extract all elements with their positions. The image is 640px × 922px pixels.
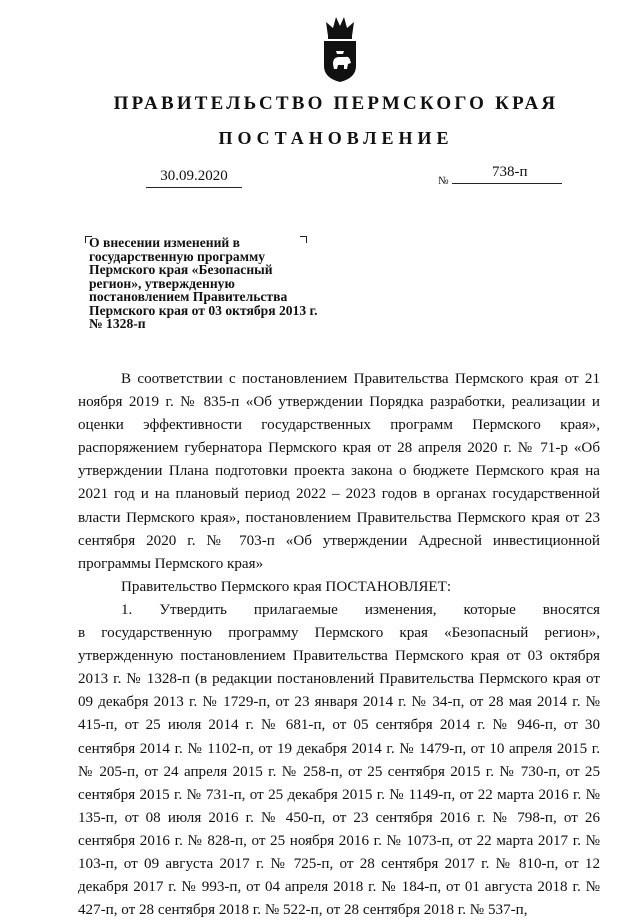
document-type: ПОСТАНОВЛЕНИЕ — [218, 128, 454, 148]
number-sign: № — [438, 175, 449, 187]
item-1-lead: 1. Утвердить прилагаемые изменения, которые вносятся — [121, 601, 600, 618]
document-number: 738-п — [452, 164, 562, 184]
perm-krai-coat-of-arms-icon — [318, 14, 362, 84]
document-date: 30.09.2020 — [146, 168, 242, 188]
resolves-paragraph: Правительство Пермского края ПОСТАНОВЛЯЕТ: — [121, 578, 452, 595]
government-title: ПРАВИТЕЛЬСТВО ПЕРМСКОГО КРАЯ — [113, 93, 559, 114]
intro-paragraph: В соответствии с постановлением Правительства Пермского края от 21 ноября 2019 г. № 835-п «Об утверждении Порядка разработки, реализации и оценки эффективности государственных программ Пермского края», распоряжением губернатора Пермского края от 28 апреля 2020 г. № 71-р «Об утверждении Плана подготовки проекта закона о бюджете Пермского края на 2021 год и на плановый период 2022 – 2023 годов в органах государственной власти Пермского края», постановлением Правительства Пермского края от 23 сентября 2020 г. № 703-п «Об утверждении Адресной инвестиционной программы Пермского края» — [78, 371, 600, 572]
subject-title: О внесении изменений в государственную программу Пермского края «Безопасный регион», утвержденную постановлением Правительства Пермского края от 03 октября 2013 г. № 1328-п — [89, 235, 318, 331]
document-body — [78, 368, 600, 922]
item-1-text: в государственную программу Пермского края «Безопасный регион», утвержденную постановлением Правительства Пермского края от 03 октября 2013 г. № 1328-п (в редакции постановлений Правительства Пермского края от 09 декабря 2013 г. № 1729-п, от 23 января 2014 г. № 34-п, от 28 мая 2014 г. № 415-п, от 25 июля 2014 г. № 681-п, от 05 сентября 2014 г. № 946-п, от 30 сентября 2014 г. № 1102-п, от 19 декабря 2014 г. № 1479-п, от 10 апреля 2015 г. № 205-п, от 24 апреля 2015 г. № 258-п, от 25 сентября 2015 г. № 730-п, от 25 сентября 2015 г. № 731-п, от 25 декабря 2015 г. № 1149-п, от 22 марта 2016 г. № 135-п, от 08 июля 2016 г. № 450-п, от 23 сентября 2016 г. № 798-п, от 26 сентября 2016 г. № 828-п, от 25 ноября 2016 г. № 1073-п, от 22 марта 2017 г. № 103-п, от 09 августа 2017 г. № 725-п, от 28 сентября 2017 г. № 810-п, от 12 декабря 2017 г. № 993-п, от 04 апреля 2018 г. № 184-п, от 01 августа 2018 г. № 427-п, от 28 сентября 2018 г. № 522-п, от 28 сентября 2018 г. № 537-п, — [78, 625, 600, 919]
